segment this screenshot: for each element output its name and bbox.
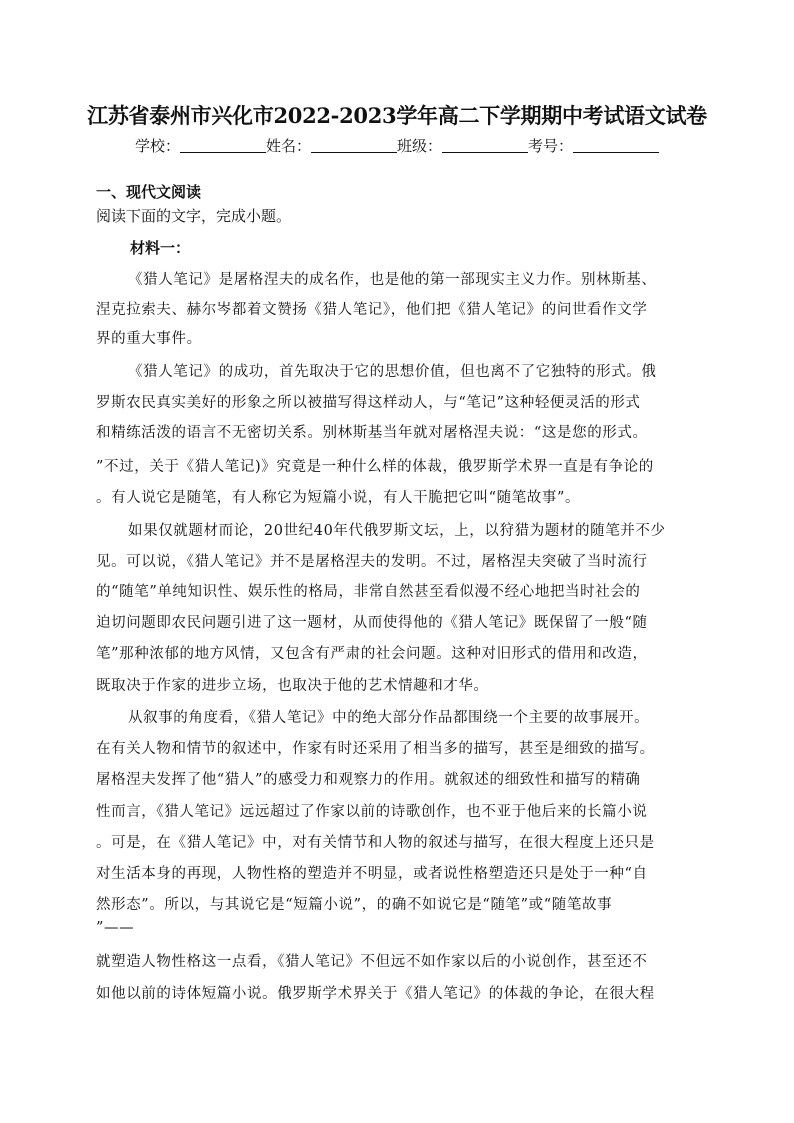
body-line: 。可是，在《猎人笔记》中，对有关情节和人物的叙述与描写，在很大程度上还只是	[96, 835, 655, 851]
body-line: 罗斯农民真实美好的形象之所以被描写得这样动人，与“笔记”这种轻便灵活的形式	[96, 395, 641, 411]
body-line: 然形态”。所以，与其说它是“短篇小说”，的确不如说它是“随笔”或“随笔故事	[96, 897, 613, 913]
body-line: 见。可以说，《猎人笔记》并不是屠格涅夫的发明。不过，屠格涅夫突破了当时流行	[96, 554, 648, 570]
body-line: 《猎人笔记》是屠格涅夫的成名作，也是他的第一部现实主义力作。别林斯基、	[128, 272, 657, 288]
school-blank[interactable]	[180, 138, 266, 153]
body-line: 界的重大事件。	[96, 331, 202, 347]
class-label: 班级：	[397, 137, 443, 155]
material-label: 材料一：	[130, 239, 191, 257]
body-line: 笔”那种浓郁的地方风情，又包含有严肃的社会问题。这种对旧形式的借用和改造，	[96, 646, 648, 662]
body-line: 性而言，《猎人笔记》远远超过了作家以前的诗歌创作，也不亚于他后来的长篇小说	[96, 804, 648, 820]
body-line: 屠格涅夫发挥了他“猎人”的感受力和观察力的作用。就叙述的细致性和描写的精确	[96, 772, 641, 788]
body-line: 如果仅就题材而论，20世纪40年代俄罗斯文坛，上，以狩猎为题材的随笔并不少	[128, 523, 666, 539]
body-line: 和精练活泼的语言不无密切关系。别林斯基当年就对屠格涅夫说：“这是您的形式。	[96, 425, 648, 441]
body-line: 如他以前的诗体短篇小说。俄罗斯学术界关于《猎人笔记》的体裁的争论，在很大程	[96, 986, 655, 1002]
body-line: 既取决于作家的进步立场，也取决于他的艺术情趣和才华。	[96, 678, 489, 694]
body-line: 对生活本身的再现，人物性格的塑造并不明显，或者说性格塑造还只是处于一种“自	[96, 866, 648, 882]
student-info-line	[0, 135, 794, 156]
school-label: 学校：	[134, 137, 180, 155]
body-line: 的“随笔”单纯知识性、娱乐性的格局，非常自然甚至看似漫不经心地把当时社会的	[96, 584, 641, 600]
body-line: 涅克拉索夫、赫尔岑都着文赞扬《猎人笔记》，他们把《猎人笔记》的问世看作文学	[96, 302, 648, 318]
body-line: ”——	[96, 920, 135, 936]
exam-no-label: 考号：	[528, 137, 574, 155]
class-blank[interactable]	[442, 138, 528, 153]
body-line: 《猎人笔记》的成功，首先取决于它的思想价值，但也离不了它独特的形式。俄	[128, 364, 657, 380]
section-heading: 一、现代文阅读	[96, 183, 202, 201]
body-line: 迫切问题即农民问题引进了这一题材，从而使得他的《猎人笔记》既保留了一般“随	[96, 615, 648, 631]
name-blank[interactable]	[311, 138, 397, 153]
exam-no-blank[interactable]	[573, 138, 659, 153]
name-label: 姓名：	[265, 137, 311, 155]
body-line: ”不过，关于《猎人笔记)》究竟是一种什么样的体裁，俄罗斯学术界一直是有争论的	[96, 459, 654, 475]
body-line: 从叙事的角度看，《猎人笔记》中的绝大部分作品都围绕一个主要的故事展开。	[128, 710, 650, 726]
body-line: 在有关人物和情节的叙述中，作家有时还采用了相当多的描写，甚至是细致的描写。	[96, 741, 655, 757]
reading-instruction: 阅读下面的文字，完成小题。	[96, 207, 292, 225]
body-line: 。有人说它是随笔，有人称它为短篇小说，有人干脆把它叫“随笔故事”。	[96, 490, 581, 506]
page-title: 江苏省泰州市兴化市2022-2023学年高二下学期期中考试语文试卷	[87, 103, 707, 128]
body-line: 就塑造人物性格这一点看，《猎人笔记》不但远不如作家以后的小说创作，甚至还不	[96, 954, 648, 970]
